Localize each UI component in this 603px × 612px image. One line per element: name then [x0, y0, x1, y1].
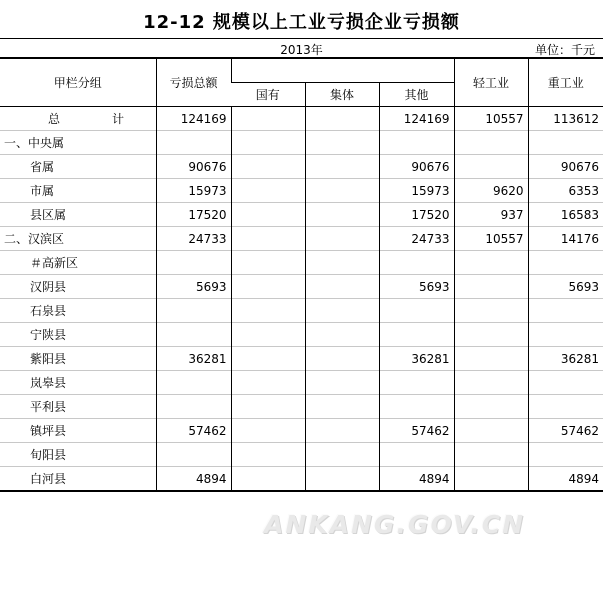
table-row: [0, 275, 603, 299]
cell-light: [454, 395, 528, 419]
cell-other: [379, 371, 454, 395]
cell-state: [231, 419, 305, 443]
cell-light: [454, 467, 528, 492]
cell-light: [454, 419, 528, 443]
cell-state: [231, 251, 305, 275]
table-row: [0, 251, 603, 275]
cell-heavy: [528, 371, 603, 395]
row-label: 省属: [0, 155, 156, 179]
cell-total-loss: [156, 371, 231, 395]
total-light-cell: 10557: [454, 107, 528, 131]
cell-heavy: 4894: [528, 467, 603, 492]
cell-collective: [305, 251, 379, 275]
cell-total-loss: [156, 251, 231, 275]
table-row: [0, 371, 603, 395]
table-row: [0, 131, 603, 155]
cell-state: [231, 443, 305, 467]
cell-other: 4894: [379, 467, 454, 492]
cell-heavy: 14176: [528, 227, 603, 251]
header-collective: 集体: [305, 83, 379, 107]
cell-other: 90676: [379, 155, 454, 179]
cell-total-loss: 17520: [156, 203, 231, 227]
header-other: 其他: [379, 83, 454, 107]
cell-state: [231, 155, 305, 179]
table-row: [0, 179, 603, 203]
cell-collective: [305, 131, 379, 155]
cell-heavy: [528, 251, 603, 275]
cell-collective: [305, 443, 379, 467]
site-watermark: ANKANG.GOV.CN: [264, 510, 526, 539]
cell-total-loss: 5693: [156, 275, 231, 299]
cell-total-loss: 4894: [156, 467, 231, 492]
cell-heavy: 36281: [528, 347, 603, 371]
row-label: 县区属: [0, 203, 156, 227]
total-label: [0, 107, 156, 131]
row-label: 旬阳县: [0, 443, 156, 467]
cell-state: [231, 227, 305, 251]
cell-heavy: 5693: [528, 275, 603, 299]
cell-other: [379, 299, 454, 323]
cell-total-loss: 57462: [156, 419, 231, 443]
cell-total-loss: 90676: [156, 155, 231, 179]
table-row: [0, 323, 603, 347]
total-heavy-cell: 113612: [528, 107, 603, 131]
cell-heavy: [528, 395, 603, 419]
cell-light: [454, 347, 528, 371]
cell-state: [231, 395, 305, 419]
cell-state: [231, 347, 305, 371]
row-label: 岚皋县: [0, 371, 156, 395]
cell-heavy: [528, 323, 603, 347]
cell-collective: [305, 323, 379, 347]
unit-label: 单位：千元: [534, 43, 595, 57]
cell-heavy: [528, 131, 603, 155]
cell-light: [454, 131, 528, 155]
cell-light: 9620: [454, 179, 528, 203]
row-label: 二、汉滨区: [0, 227, 156, 251]
cell-collective: [305, 419, 379, 443]
cell-state: [231, 467, 305, 492]
cell-collective: [305, 395, 379, 419]
cell-light: [454, 275, 528, 299]
cell-state: [231, 323, 305, 347]
total-label-b: 计: [112, 112, 125, 126]
cell-light: [454, 251, 528, 275]
cell-other: [379, 395, 454, 419]
cell-total-loss: [156, 131, 231, 155]
cell-heavy: 16583: [528, 203, 603, 227]
row-label: 镇坪县: [0, 419, 156, 443]
cell-collective: [305, 179, 379, 203]
cell-state: [231, 275, 305, 299]
cell-light: 10557: [454, 227, 528, 251]
table-row: [0, 203, 603, 227]
cell-collective: [305, 275, 379, 299]
row-label: 紫阳县: [0, 347, 156, 371]
cell-other: 24733: [379, 227, 454, 251]
row-label: 一、中央属: [0, 131, 156, 155]
table-row: [0, 347, 603, 371]
cell-collective: [305, 467, 379, 492]
cell-other: [379, 443, 454, 467]
cell-state: [231, 371, 305, 395]
cell-light: [454, 323, 528, 347]
header-state: 国有: [231, 83, 305, 107]
cell-heavy: 57462: [528, 419, 603, 443]
cell-other: 57462: [379, 419, 454, 443]
cell-other: 36281: [379, 347, 454, 371]
total-other-cell: 124169: [379, 107, 454, 131]
year-label: 2013年: [280, 43, 323, 57]
cell-other: [379, 251, 454, 275]
cell-collective: [305, 227, 379, 251]
header-light: 轻工业: [454, 58, 528, 107]
table-row: [0, 299, 603, 323]
cell-total-loss: 36281: [156, 347, 231, 371]
cell-state: [231, 131, 305, 155]
table-row: [0, 395, 603, 419]
cell-other: [379, 323, 454, 347]
row-label: 平利县: [0, 395, 156, 419]
row-label: 市属: [0, 179, 156, 203]
cell-collective: [305, 299, 379, 323]
header-row: [0, 58, 603, 83]
cell-light: [454, 371, 528, 395]
cell-heavy: [528, 299, 603, 323]
row-label: ＃高新区: [0, 251, 156, 275]
cell-total-loss: 24733: [156, 227, 231, 251]
header-item: 甲栏分组: [0, 58, 156, 107]
cell-collective: [305, 347, 379, 371]
cell-state: [231, 299, 305, 323]
total-loss-cell: 124169: [156, 107, 231, 131]
cell-heavy: 90676: [528, 155, 603, 179]
header-heavy: 重工业: [528, 58, 603, 107]
row-label: 汉阴县: [0, 275, 156, 299]
row-label: 白河县: [0, 467, 156, 492]
table-row: [0, 155, 603, 179]
table-row: [0, 443, 603, 467]
cell-heavy: [528, 443, 603, 467]
loss-table: [0, 57, 603, 492]
total-state-cell: [231, 107, 305, 131]
cell-total-loss: 15973: [156, 179, 231, 203]
total-label-a: 总: [48, 112, 61, 126]
table-row: [0, 227, 603, 251]
cell-light: [454, 299, 528, 323]
subheader-row: [0, 38, 603, 57]
cell-collective: [305, 155, 379, 179]
cell-other: 5693: [379, 275, 454, 299]
cell-heavy: 6353: [528, 179, 603, 203]
cell-other: 15973: [379, 179, 454, 203]
cell-collective: [305, 371, 379, 395]
cell-light: 937: [454, 203, 528, 227]
table-row: [0, 419, 603, 443]
table-title: 12-12 规模以上工业亏损企业亏损额: [143, 12, 460, 33]
data-rows: [0, 131, 603, 492]
cell-other: [379, 131, 454, 155]
cell-state: [231, 203, 305, 227]
cell-total-loss: [156, 395, 231, 419]
table-row: [0, 467, 603, 492]
cell-other: 17520: [379, 203, 454, 227]
total-row: [0, 107, 603, 131]
cell-total-loss: [156, 299, 231, 323]
cell-light: [454, 155, 528, 179]
cell-light: [454, 443, 528, 467]
cell-state: [231, 179, 305, 203]
row-label: 石泉县: [0, 299, 156, 323]
cell-total-loss: [156, 323, 231, 347]
row-label: 宁陕县: [0, 323, 156, 347]
total-collective-cell: [305, 107, 379, 131]
header-ownership-group: [231, 58, 454, 83]
cell-total-loss: [156, 443, 231, 467]
header-total-loss: 亏损总额: [156, 58, 231, 107]
cell-collective: [305, 203, 379, 227]
